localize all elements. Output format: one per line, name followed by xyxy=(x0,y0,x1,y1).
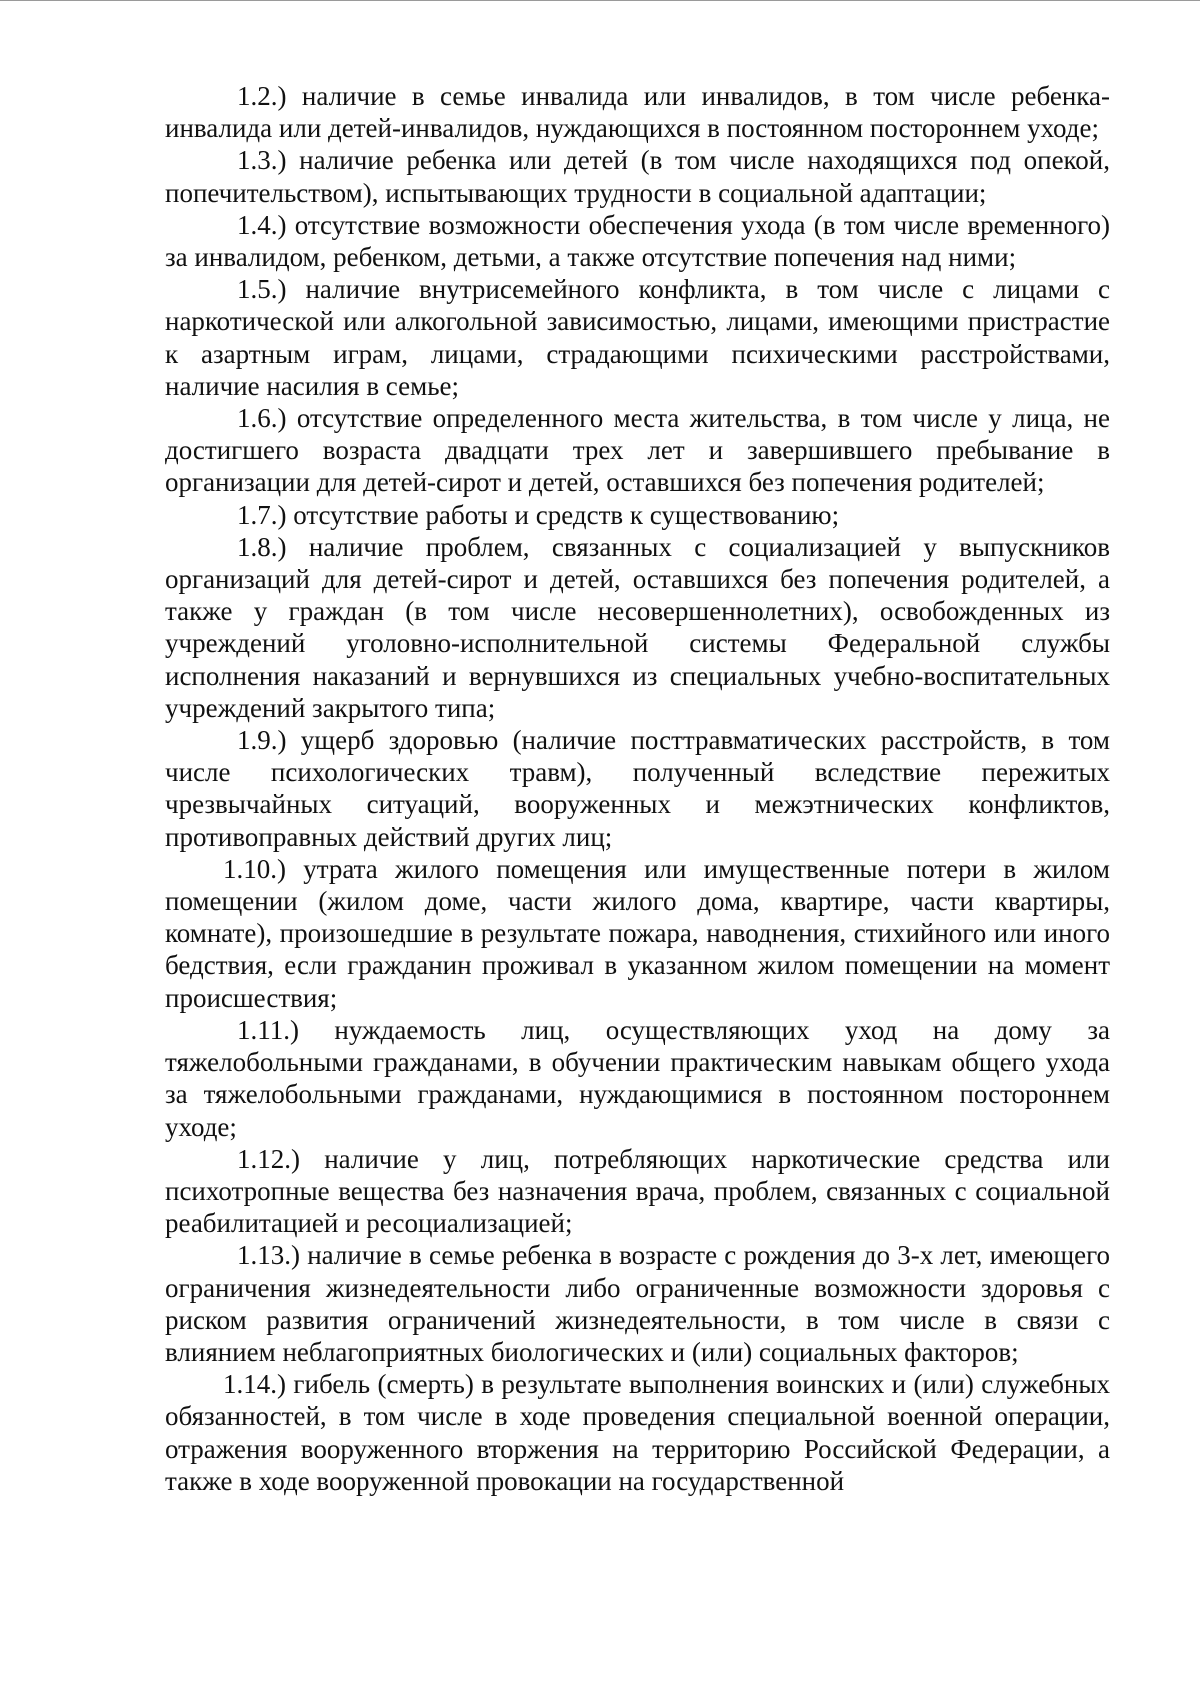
paragraph-1-10: 1.10.) утрата жилого помещения или имущественные потери в жилом помещении (жилом доме, части жилого дома, квартире, части квартиры, комнате), произошедшие в результате пожара, наводнения, стихийного или иного бедствия, если гражданин проживал в указанном жилом помещении на момент происшествия; xyxy=(165,853,1110,1013)
paragraph-1-7: 1.7.) отсутствие работы и средств к существованию; xyxy=(237,499,840,530)
paragraph-1-2: 1.2.) наличие в семье инвалида или инвалидов, в том числе ребенка-инвалида или детей-инвалидов, нуждающихся в постоянном постороннем уходе; xyxy=(165,81,1110,144)
document-page xyxy=(165,80,1110,1497)
paragraph-1-5: 1.5.) наличие внутрисемейного конфликта, в том числе с лицами с наркотической или алкогольной зависимостью, лицами, имеющими пристрастие к азартным играм, лицами, страдающими психическими расстройствами, наличие насилия в семье; xyxy=(165,274,1110,401)
paragraph-1-12: 1.12.) наличие у лиц, потребляющих наркотические средства или психотропные вещества без назначения врача, проблем, связанных с социальной реабилитацией и ресоциализацией; xyxy=(165,1143,1110,1239)
paragraph-1-3: 1.3.) наличие ребенка или детей (в том числе находящихся под опекой, попечительством), испытывающих трудности в социальной адаптации; xyxy=(165,145,1110,208)
paragraph-1-13: 1.13.) наличие в семье ребенка в возрасте с рождения до 3-х лет, имеющего ограничения жизнедеятельности либо ограниченные возможности здоровья с риском развития ограничений жизнедеятельности, в том числе в связи с влиянием неблагоприятных биологических и (или) социальных факторов; xyxy=(165,1240,1110,1367)
scan-top-edge xyxy=(0,0,1200,1)
paragraph-1-6: 1.6.) отсутствие определенного места жительства, в том числе у лица, не достигшего возраста двадцати трех лет и завершившего пребывание в организации для детей-сирот и детей, оставшихся без попечения родителей; xyxy=(165,403,1110,498)
paragraph-1-14: 1.14.) гибель (смерть) в результате выполнения воинских и (или) служебных обязанностей, в том числе в ходе проведения специальной военной операции, отражения вооруженного вторжения на территорию Российской Федерации, а также в ходе вооруженной провокации на государственной xyxy=(165,1369,1110,1496)
paragraph-1-8: 1.8.) наличие проблем, связанных с социализацией у выпускников организаций для детей-сирот и детей, оставшихся без попечения родителей, а также у граждан (в том числе несовершеннолетних), освобожденных из учреждений уголовно-исполнительной системы Федеральной службы исполнения наказаний и вернувшихся из специальных учебно-воспитательных учреждений закрытого типа; xyxy=(165,531,1110,723)
paragraph-1-9: 1.9.) ущерб здоровью (наличие посттравматических расстройств, в том числе психологических травм), полученный вследствие пережитых чрезвычайных ситуаций, вооруженных и межэтнических конфликтов, противоправных действий других лиц; xyxy=(165,725,1110,852)
paragraph-1-4: 1.4.) отсутствие возможности обеспечения ухода (в том числе временного) за инвалидом, ребенком, детьми, а также отсутствие попечения над ними; xyxy=(165,209,1110,273)
paragraph-1-11: 1.11.) нуждаемость лиц, осуществляющих уход на дому за тяжелобольными гражданами, в обучении практическим навыкам общего ухода за тяжелобольными гражданами, нуждающимися в постоянном постороннем уходе; xyxy=(165,1014,1110,1142)
